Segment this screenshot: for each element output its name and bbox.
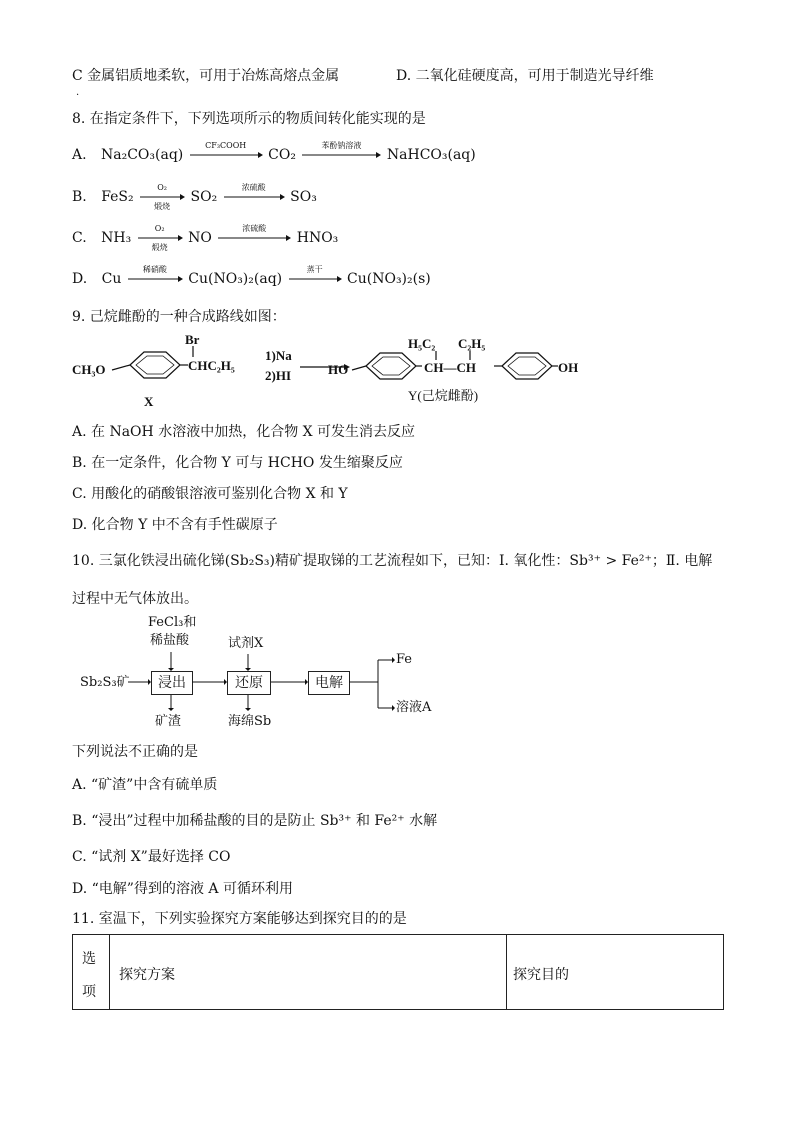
reaction-arrow (222, 183, 286, 202)
feed-ore: Sb₂S₃矿 (80, 675, 130, 690)
output-fe: Fe (396, 652, 413, 667)
header-purpose-label: 探究目的 (513, 967, 569, 983)
hydroxyl-left: HO (328, 362, 349, 377)
arrow-condition: CF₃COOH (205, 141, 247, 150)
q8-stem: 8. 在指定条件下，下列选项所示的物质间转化能实现的是 (72, 111, 426, 127)
step-electrolysis: 电解 (308, 671, 350, 695)
q10-option-b: B. “浸出”过程中加稀盐酸的目的是防止 Sb³⁺ 和 Fe²⁺ 水解 (72, 813, 438, 829)
q7-option-c: C 金属铝质地柔软，可用于冶炼高熔点金属 (72, 68, 340, 84)
product: SO₃ (290, 189, 317, 205)
reaction-arrow (126, 265, 184, 284)
stray-dot: . (76, 87, 80, 98)
q9-option-d: D. 化合物 Y 中不含有手性碳原子 (72, 517, 278, 533)
product: NaHCO₃(aq) (386, 147, 476, 163)
reaction-arrow (287, 265, 343, 284)
chc2h5-group: CHC₂H₅ (188, 358, 235, 373)
q9-stem: 9. 己烷雌酚的一种合成路线如图： (72, 309, 286, 325)
compound-y-label: Y(己烷雌酚) (408, 388, 479, 403)
q11-stem: 11. 室温下，下列实验探究方案能够达到探究目的的是 (72, 911, 407, 927)
reactant: NH₃ (101, 230, 132, 246)
product: HNO₃ (296, 230, 339, 246)
ethyl-left: H₅C₂ (408, 336, 436, 351)
header-option-char2: 项 (82, 984, 96, 1000)
q8-option-b (72, 183, 317, 211)
option-letter: A. (72, 147, 87, 163)
reaction-arrow (300, 141, 382, 160)
q10-stem-line1: 10. 三氯化铁浸出硫化锑(Sb₂S₃)精矿提取锑的工艺流程如下，已知：I. 氧化性：Sb³⁺ > Fe²⁺；Ⅱ. 电解 (72, 553, 713, 569)
intermediate: SO₂ (190, 189, 218, 205)
chch-bridge: CH—CH (424, 360, 476, 375)
intermediate: NO (188, 230, 212, 246)
step-leaching: 浸出 (151, 671, 193, 695)
q9-option-c: C. 用酸化的硝酸银溶液可鉴别化合物 X 和 Y (72, 486, 348, 502)
product: Cu(NO₃)₂(s) (347, 271, 431, 287)
methoxy-group: CH₃O (72, 362, 106, 377)
output-solution-a: 溶液A (396, 700, 432, 715)
arrow-condition: 浓硫酸 (242, 224, 267, 233)
q10-option-d: D. “电解”得到的溶液 A 可循环利用 (72, 881, 293, 897)
q10-option-c: C. “试剂 X”最好选择 CO (72, 849, 231, 865)
hydroxyl-right: OH (558, 360, 579, 375)
reagent-fecl3: FeCl₃和 (148, 615, 197, 630)
reactant: Cu (101, 271, 122, 287)
arrow-condition-under: 煅烧 (151, 243, 168, 252)
q7-option-d: D. 二氧化硅硬度高，可用于制造光导纤维 (396, 68, 654, 84)
q9-option-a: A. 在 NaOH 水溶液中加热，化合物 X 可发生消去反应 (72, 424, 416, 440)
reaction-arrow (188, 141, 264, 160)
reaction-arrow (138, 183, 186, 211)
bromine: Br (185, 332, 200, 347)
header-option (73, 935, 110, 1009)
option-letter: C. (72, 230, 87, 246)
output-sponge-sb: 海绵Sb (228, 714, 272, 729)
q10-ask: 下列说法不正确的是 (72, 744, 198, 760)
reactant: Na₂CO₃(aq) (101, 147, 184, 163)
header-option-char1: 选 (82, 951, 96, 967)
q10-stem-line2: 过程中无气体放出。 (72, 591, 198, 607)
arrow-condition: O₂ (154, 224, 165, 233)
reaction-arrow (136, 224, 184, 252)
q11-table (72, 934, 724, 1010)
arrow-condition: 蒸干 (306, 265, 323, 274)
compound-x-label: X (144, 394, 154, 409)
reagent-na: 1)Na (265, 348, 292, 363)
output-residue: 矿渣 (155, 714, 182, 729)
arrow-condition: 苯酚钠溶液 (321, 141, 362, 150)
intermediate: CO₂ (268, 147, 296, 163)
arrow-condition: 浓硫酸 (241, 183, 266, 192)
synthesis-scheme (70, 330, 590, 414)
header-purpose (507, 935, 722, 1009)
header-plan-label: 探究方案 (119, 967, 175, 983)
q10-option-a: A. “矿渣”中含有硫单质 (72, 777, 218, 793)
header-plan (110, 935, 507, 1009)
reagent-hcl: 稀盐酸 (150, 633, 190, 648)
ethyl-right: C₂H₅ (458, 336, 486, 351)
q8-option-d (72, 265, 431, 288)
reagent-x: 试剂X (228, 636, 264, 651)
q9-option-b: B. 在一定条件，化合物 Y 可与 HCHO 发生缩聚反应 (72, 455, 403, 471)
reaction-arrow (216, 224, 292, 243)
intermediate: Cu(NO₃)₂(aq) (188, 271, 283, 287)
arrow-condition-under: 煅烧 (154, 202, 171, 211)
q8-option-a (72, 141, 476, 164)
reactant: FeS₂ (101, 189, 134, 205)
reagent-hi: 2)HI (265, 368, 291, 383)
step-reduction: 还原 (227, 671, 271, 695)
option-letter: B. (72, 189, 87, 205)
arrow-condition: O₂ (157, 183, 167, 192)
option-letter: D. (72, 271, 88, 287)
arrow-condition: 稀硝酸 (142, 265, 167, 274)
q8-option-c (72, 224, 339, 252)
